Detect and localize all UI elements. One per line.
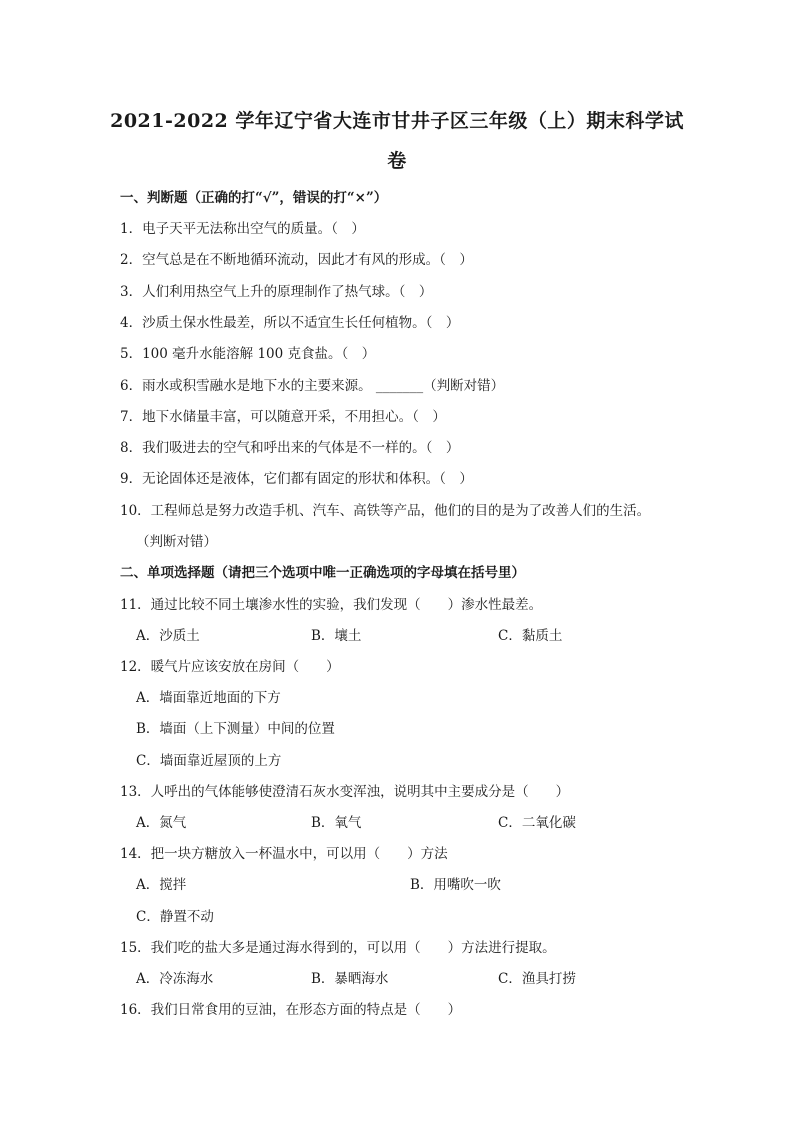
q15-option-a: A．冷冻海水 — [136, 971, 214, 987]
q11-option-b: B．壤土 — [311, 628, 362, 644]
q12-option-a: A．墙面靠近地面的下方 — [136, 690, 281, 706]
q13-option-a: A．氮气 — [136, 815, 187, 831]
section2-heading: 二、单项选择题（请把三个选项中唯一正确选项的字母填在括号里） — [120, 565, 525, 581]
q12-option-b: B．墙面（上下测量）中间的位置 — [136, 721, 335, 737]
q14-option-c: C．静置不动 — [136, 909, 214, 925]
question-10-continuation: （判断对错） — [136, 534, 217, 550]
q13-option-c: C．二氧化碳 — [498, 815, 576, 831]
q14-option-a: A．搅拌 — [136, 877, 187, 893]
question-12: 12．暖气片应该安放在房间（ ） — [120, 659, 340, 675]
page-title-line2: 卷 — [387, 150, 407, 172]
question-11: 11．通过比较不同土壤渗水性的实验，我们发现（ ）渗水性最差。 — [120, 597, 543, 613]
question-2: 2．空气总是在不断地循环流动，因此才有风的形成。（ ） — [120, 252, 473, 268]
question-9: 9．无论固体还是液体，它们都有固定的形状和体积。（ ） — [120, 471, 473, 487]
question-6: 6．雨水或积雪融水是地下水的主要来源。 _______（判断对错） — [120, 378, 505, 394]
question-16: 16．我们日常食用的豆油，在形态方面的特点是（ ） — [120, 1002, 462, 1018]
section1-heading: 一、判断题（正确的打“√”，错误的打“×”） — [120, 190, 388, 206]
q12-option-c: C．墙面靠近屋顶的上方 — [136, 753, 282, 769]
q11-option-c: C．黏质土 — [498, 628, 563, 644]
q11-option-a: A．沙质土 — [136, 628, 200, 644]
question-8: 8．我们吸进去的空气和呼出来的气体是不一样的。（ ） — [120, 440, 460, 456]
question-7: 7．地下水储量丰富，可以随意开采，不用担心。（ ） — [120, 409, 446, 425]
question-13: 13．人呼出的气体能够使澄清石灰水变浑浊，说明其中主要成分是（ ） — [120, 784, 570, 800]
page-title-line1: 2021-2022 学年辽宁省大连市甘井子区三年级（上）期末科学试 — [110, 110, 684, 132]
q14-option-b: B．用嘴吹一吹 — [410, 877, 501, 893]
q15-option-c: C．渔具打捞 — [498, 971, 576, 987]
question-14: 14．把一块方糖放入一杯温水中，可以用（ ）方法 — [120, 846, 448, 862]
q13-option-b: B．氧气 — [311, 815, 362, 831]
question-5: 5．100 毫升水能溶解 100 克食盐。（ ） — [120, 346, 376, 362]
q15-option-b: B．暴晒海水 — [311, 971, 389, 987]
question-10: 10．工程师总是努力改造手机、汽车、高铁等产品，他们的目的是为了改善人们的生活。 — [120, 503, 651, 519]
question-4: 4．沙质土保水性最差，所以不适宜生长任何植物。（ ） — [120, 315, 460, 331]
question-3: 3．人们利用热空气上升的原理制作了热气球。（ ） — [120, 284, 433, 300]
question-15: 15．我们吃的盐大多是通过海水得到的，可以用（ ）方法进行提取。 — [120, 940, 556, 956]
question-1: 1．电子天平无法称出空气的质量。（ ） — [120, 221, 365, 237]
